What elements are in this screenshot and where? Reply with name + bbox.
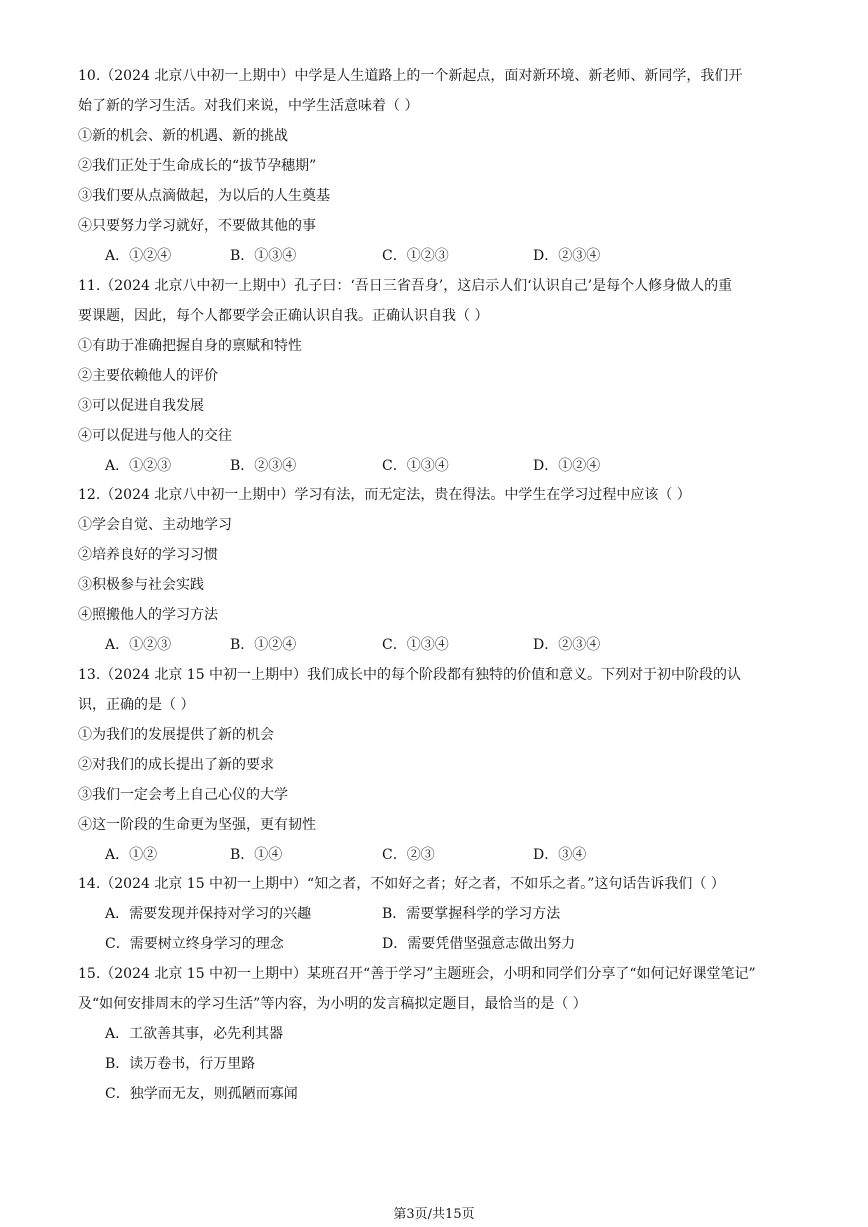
question-10-stem-line-2: 始了新的学习生活。对我们来说，中学生活意味着（ ） xyxy=(78,98,419,114)
question-13-item-2: ②对我们的成长提出了新的要求 xyxy=(78,757,274,773)
question-10-item-2: ②我们正处于生命成长的“拔节孕穗期” xyxy=(78,158,317,174)
question-15-stem-line-1: 15.（2024 北京 15 中初一上期中）某班召开“善于学习”主题班会，小明和同学们分享了“如何记好课堂笔记” xyxy=(78,966,756,982)
question-11-option-d[interactable]: D．①②④ xyxy=(533,458,601,474)
question-13-stem-line-2: 识，正确的是（ ） xyxy=(78,697,195,713)
question-12-option-d[interactable]: D．②③④ xyxy=(533,637,601,653)
question-11-item-2: ②主要依赖他人的评价 xyxy=(78,368,218,384)
question-10-option-d[interactable]: D．②③④ xyxy=(533,248,601,264)
question-15-option-b[interactable]: B．读万卷书，行万里路 xyxy=(105,1056,256,1072)
question-11-item-4: ④可以促进与他人的交往 xyxy=(78,428,232,444)
question-15-option-a[interactable]: A．工欲善其事，必先利其器 xyxy=(105,1026,284,1042)
question-11-stem-line-1: 11.（2024 北京八中初一上期中）孔子曰：‘吾日三省吾身’，这启示人们‘认识自己’是每个人修身做人的重 xyxy=(78,278,733,294)
question-14-option-a[interactable]: A．需要发现并保持对学习的兴趣 xyxy=(105,906,312,922)
question-11-option-c[interactable]: C．①③④ xyxy=(382,458,449,474)
question-12-item-4: ④照搬他人的学习方法 xyxy=(78,607,218,623)
question-11-item-1: ①有助于准确把握自身的禀赋和特性 xyxy=(78,338,302,354)
question-10-item-4: ④只要努力学习就好，不要做其他的事 xyxy=(78,218,316,234)
question-14-option-b[interactable]: B．需要掌握科学的学习方法 xyxy=(382,906,561,922)
question-10-item-1: ①新的机会、新的机遇、新的挑战 xyxy=(78,128,288,144)
question-13-option-b[interactable]: B．①④ xyxy=(230,847,283,863)
question-13-item-3: ③我们一定会考上自己心仪的大学 xyxy=(78,787,288,803)
question-10-stem-line-1: 10.（2024 北京八中初一上期中）中学是人生道路上的一个新起点，面对新环境、新老师、新同学，我们开 xyxy=(78,68,743,84)
page-number-footer: 第3页/共15页 xyxy=(393,1207,475,1222)
question-12-stem-line-1: 12.（2024 北京八中初一上期中）学习有法，而无定法，贵在得法。中学生在学习过程中应该（ ） xyxy=(78,487,691,503)
question-12-option-c[interactable]: C．①③④ xyxy=(382,637,449,653)
question-15-stem-line-2: 及“如何安排周末的学习生活”等内容，为小明的发言稿拟定题目，最恰当的是（ ） xyxy=(78,996,587,1012)
question-12-item-1: ①学会自觉、主动地学习 xyxy=(78,517,232,533)
question-12-item-2: ②培养良好的学习习惯 xyxy=(78,547,218,563)
question-11-item-3: ③可以促进自我发展 xyxy=(78,398,204,414)
question-12-option-a[interactable]: A．①②③ xyxy=(105,637,172,653)
question-14-option-d[interactable]: D．需要凭借坚强意志做出努力 xyxy=(382,936,576,952)
question-13-option-d[interactable]: D．③④ xyxy=(533,847,587,863)
question-10-option-a[interactable]: A．①②④ xyxy=(105,248,172,264)
question-13-option-c[interactable]: C．②③ xyxy=(382,847,435,863)
question-15-option-c[interactable]: C．独学而无友，则孤陋而寡闻 xyxy=(105,1086,298,1102)
question-13-stem-line-1: 13.（2024 北京 15 中初一上期中）我们成长中的每个阶段都有独特的价值和意义。下列对于初中阶段的认 xyxy=(78,667,742,683)
question-14-stem-line-1: 14.（2024 北京 15 中初一上期中）“知之者，不如好之者；好之者，不如乐之者。”这句话告诉我们（ ） xyxy=(78,876,725,892)
question-10-item-3: ③我们要从点滴做起，为以后的人生奠基 xyxy=(78,188,330,204)
question-11-option-a[interactable]: A．①②③ xyxy=(105,458,172,474)
question-13-option-a[interactable]: A．①② xyxy=(105,847,158,863)
question-13-item-4: ④这一阶段的生命更为坚强，更有韧性 xyxy=(78,817,316,833)
question-11-option-b[interactable]: B．②③④ xyxy=(230,458,297,474)
question-11-stem-line-2: 要课题，因此，每个人都要学会正确认识自我。正确认识自我（ ） xyxy=(78,308,489,324)
question-10-option-b[interactable]: B．①③④ xyxy=(230,248,297,264)
question-10-option-c[interactable]: C．①②③ xyxy=(382,248,449,264)
question-12-item-3: ③积极参与社会实践 xyxy=(78,577,204,593)
question-14-option-c[interactable]: C．需要树立终身学习的理念 xyxy=(105,936,284,952)
question-12-option-b[interactable]: B．①②④ xyxy=(230,637,297,653)
question-13-item-1: ①为我们的发展提供了新的机会 xyxy=(78,727,274,743)
